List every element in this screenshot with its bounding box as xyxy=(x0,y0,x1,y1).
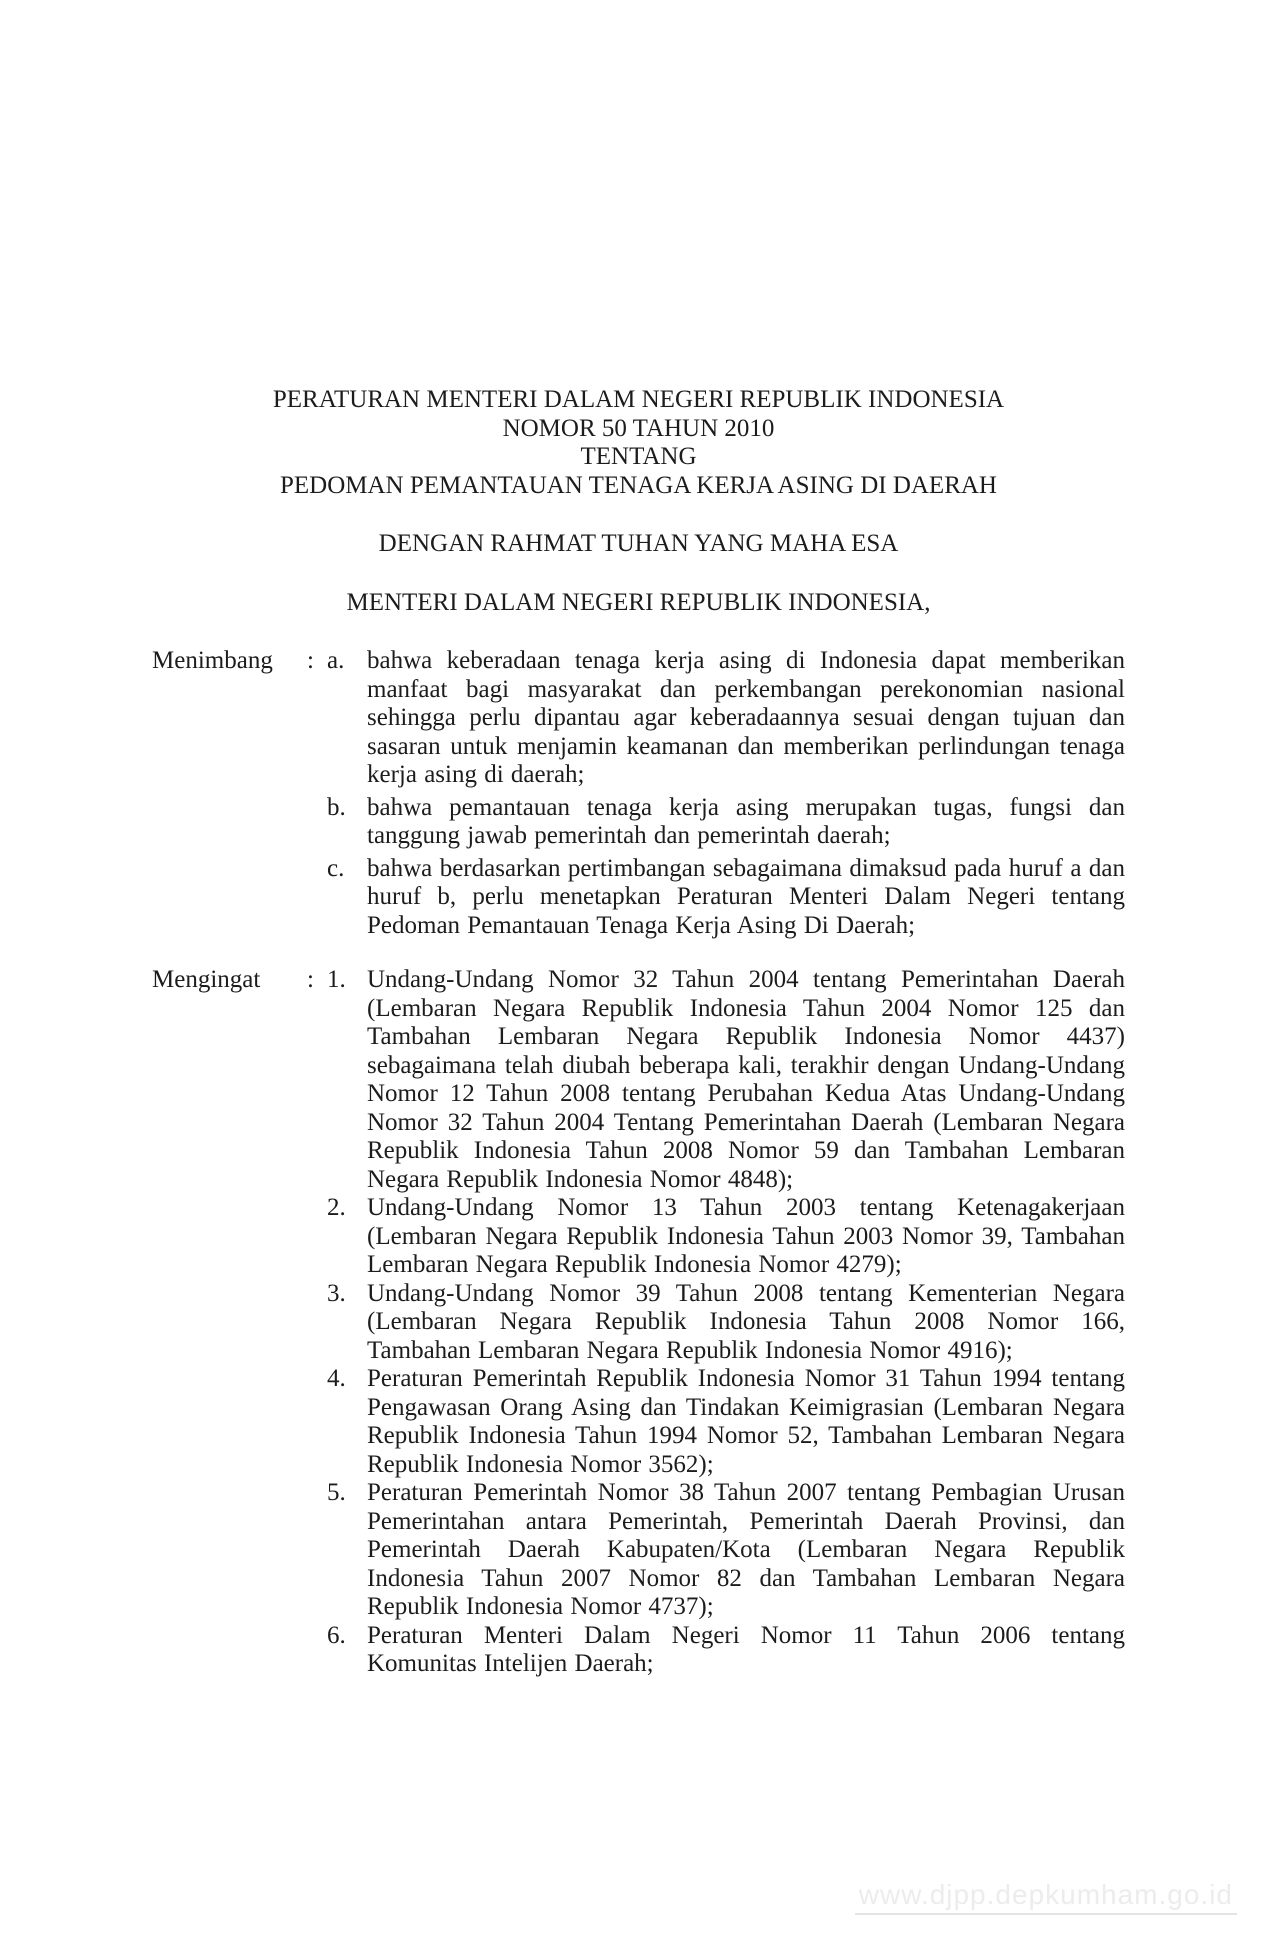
item-marker: 3. xyxy=(327,1279,346,1307)
list-item xyxy=(327,966,1125,1194)
item-text: Undang-Undang Nomor 13 Tahun 2003 tentang Ketenagakerjaan (Lembaran Negara Republik Indonesia Tahun 2003 Nomor 39, Tambahan Lembaran Negara Republik Indonesia Nomor 4279); xyxy=(367,1194,1125,1278)
list-item xyxy=(327,855,1125,941)
title-line-4: PEDOMAN PEMANTAUAN TENAGA KERJA ASING DI DAERAH xyxy=(279,471,997,499)
section-mengingat xyxy=(152,966,1125,1679)
title-line-3: TENTANG xyxy=(580,443,697,470)
section-colon: : xyxy=(307,966,314,993)
section-colon: : xyxy=(307,647,314,674)
section-label: Menimbang xyxy=(152,647,273,674)
title-line-1: PERATURAN MENTERI DALAM NEGERI REPUBLIK INDONESIA xyxy=(272,386,1005,413)
watermark-url: www.djpp.depkumham.go.id xyxy=(855,1880,1237,1915)
section-items xyxy=(327,966,1125,1679)
item-marker: 6. xyxy=(327,1621,346,1649)
section-label: Mengingat xyxy=(152,966,261,993)
item-marker: 1. xyxy=(327,966,346,993)
list-item xyxy=(327,794,1125,851)
item-text: Undang-Undang Nomor 39 Tahun 2008 tentang Kementerian Negara (Lembaran Negara Republik Indonesia Tahun 2008 Nomor 166, Tambahan Lembaran Negara Republik Indonesia Nomor 4916); xyxy=(367,1279,1125,1364)
list-item xyxy=(327,1280,1125,1366)
document-title xyxy=(152,386,1125,500)
list-item xyxy=(327,1365,1125,1479)
authority-line: MENTERI DALAM NEGERI REPUBLIK INDONESIA, xyxy=(346,588,931,616)
item-text: Peraturan Menteri Dalam Negeri Nomor 11 Tahun 2006 tentang Komunitas Intelijen Daerah; xyxy=(367,1621,1125,1677)
list-item xyxy=(327,647,1125,790)
item-text: Undang-Undang Nomor 32 Tahun 2004 tentang Pemerintahan Daerah (Lembaran Negara Republik Indonesia Tahun 2004 Nomor 125 dan Tambahan Lembaran Negara Republik Indonesia Nomor 4437) sebagaimana telah diubah beberapa kali, terakhir dengan Undang-Undang Nomor 12 Tahun 2008 tentang Perubahan Kedua Atas Undang-Undang Nomor 32 Tahun 2004 Tentang Pemerintahan Daerah (Lembaran Negara Republik Indonesia Tahun 2008 Nomor 59 dan Tambahan Lembaran Negara Republik Indonesia Nomor 4848); xyxy=(367,966,1125,1193)
list-item xyxy=(327,1194,1125,1280)
list-item xyxy=(327,1479,1125,1622)
item-text: Peraturan Pemerintah Nomor 38 Tahun 2007 tentang Pembagian Urusan Pemerintahan antara Pemerintah, Pemerintah Daerah Provinsi, dan Pemerintah Daerah Kabupaten/Kota (Lembaran Negara Republik Indonesia Tahun 2007 Nomor 82 dan Tambahan Lembaran Negara Republik Indonesia Nomor 4737); xyxy=(367,1479,1125,1620)
item-marker: b. xyxy=(327,793,346,821)
section-menimbang xyxy=(152,647,1125,940)
item-marker: 5. xyxy=(327,1479,346,1506)
item-text: bahwa berdasarkan pertimbangan sebagaimana dimaksud pada huruf a dan huruf b, perlu menetapkan Peraturan Menteri Dalam Negeri tentang Pedoman Pemantauan Tenaga Kerja Asing Di Daerah; xyxy=(367,854,1125,939)
item-text: Peraturan Pemerintah Republik Indonesia Nomor 31 Tahun 1994 tentang Pengawasan Orang Asing dan Tindakan Keimigrasian (Lembaran Negara Republik Indonesia Tahun 1994 Nomor 52, Tambahan Lembaran Negara Republik Indonesia Nomor 3562); xyxy=(367,1365,1125,1478)
item-marker: a. xyxy=(327,647,345,674)
item-marker: 2. xyxy=(327,1194,346,1221)
item-marker: 4. xyxy=(327,1365,346,1392)
item-text: bahwa keberadaan tenaga kerja asing di Indonesia dapat memberikan manfaat bagi masyarakat dan perkembangan perekonomian nasional sehingga perlu dipantau agar keberadaannya sesuai dengan tujuan dan sasaran untuk menjamin keamanan dan memberikan perlindungan tenaga kerja asing di daerah; xyxy=(367,647,1125,788)
item-marker: c. xyxy=(327,854,345,882)
section-items xyxy=(327,647,1125,940)
list-item xyxy=(327,1622,1125,1679)
invocation-line: DENGAN RAHMAT TUHAN YANG MAHA ESA xyxy=(378,530,899,557)
title-line-2: NOMOR 50 TAHUN 2010 xyxy=(502,414,775,442)
document-content xyxy=(152,386,1125,1679)
item-text: bahwa pemantauan tenaga kerja asing merupakan tugas, fungsi dan tanggung jawab pemerintah dan pemerintah daerah; xyxy=(367,793,1125,849)
